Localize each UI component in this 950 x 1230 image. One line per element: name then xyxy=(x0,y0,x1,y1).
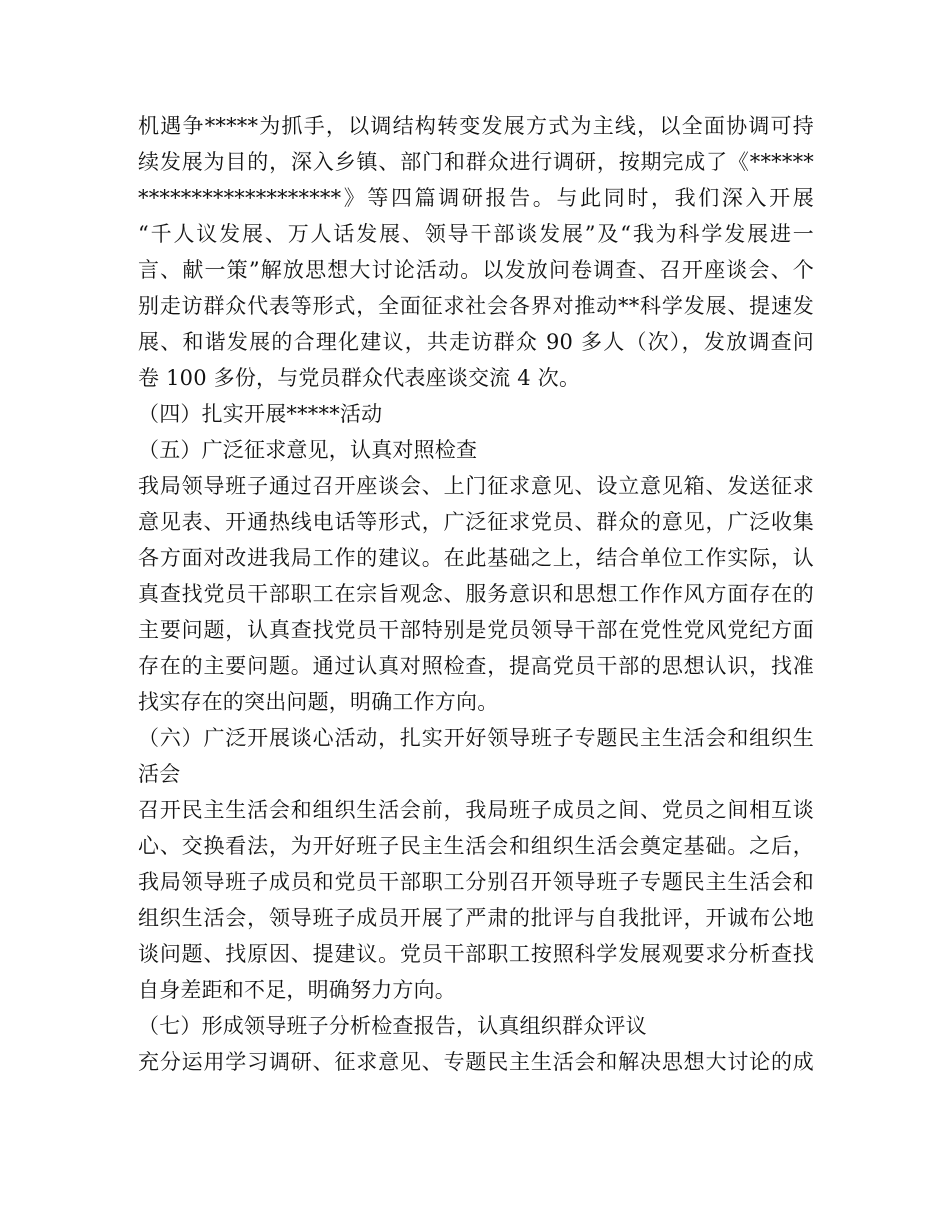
text-line: 我局领导班子成员和党员干部职工分别召开领导班子专题民主生活会和 xyxy=(138,870,814,894)
text-line: 言、献一策”解放思想大讨论活动。以发放问卷调查、召开座谈会、个 xyxy=(138,258,814,282)
text-line: 充分运用学习调研、征求意见、专题民主生活会和解决思想大讨论的成 xyxy=(138,1050,814,1074)
text-line: 意见表、开通热线电话等形式，广泛征求党员、群众的意见，广泛收集 xyxy=(138,510,814,534)
text-line: 谈问题、找原因、提建议。党员干部职工按照科学发展观要求分析查找 xyxy=(138,942,814,966)
text-line: 别走访群众代表等形式，全面征求社会各界对推动**科学发展、提速发 xyxy=(138,294,814,318)
text-line: 组织生活会，领导班子成员开展了严肃的批评与自我批评，开诚布公地 xyxy=(138,906,814,930)
text-line: 找实存在的突出问题，明确工作方向。 xyxy=(138,690,499,714)
text-line: 我局领导班子通过召开座谈会、上门征求意见、设立意见箱、发送征求 xyxy=(138,474,814,498)
text-line: 展、和谐发展的合理化建议，共走访群众 90 多人（次），发放调查问 xyxy=(138,330,814,354)
text-line: 各方面对改进我局工作的建议。在此基础之上，结合单位工作实际，认 xyxy=(138,546,814,570)
text-line: 存在的主要问题。通过认真对照检查，提高党员干部的思想认识，找准 xyxy=(138,654,814,678)
text-line: *******************》等四篇调研报告。与此同时，我们深入开展 xyxy=(138,186,814,210)
text-line: 机遇争*****为抓手，以调结构转变发展方式为主线，以全面协调可持 xyxy=(138,114,814,138)
text-line: （四）扎实开展*****活动 xyxy=(138,402,383,426)
text-line: 活会 xyxy=(138,762,181,786)
text-line: 真查找党员干部职工在宗旨观念、服务意识和思想工作作风方面存在的 xyxy=(138,582,814,606)
text-line: （五）广泛征求意见，认真对照检查 xyxy=(138,438,478,462)
text-line: 心、交换看法，为开好班子民主生活会和组织生活会奠定基础。之后， xyxy=(138,834,814,858)
text-line: 主要问题，认真查找党员干部特别是党员领导干部在党性党风党纪方面 xyxy=(138,618,814,642)
text-line: 卷 100 多份，与党员群众代表座谈交流 4 次。 xyxy=(138,366,581,390)
text-line: 自身差距和不足，明确努力方向。 xyxy=(138,978,456,1002)
text-line: （六）广泛开展谈心活动，扎实开好领导班子专题民主生活会和组织生 xyxy=(138,726,814,750)
text-line: 召开民主生活会和组织生活会前，我局班子成员之间、党员之间相互谈 xyxy=(138,798,814,822)
text-line: 续发展为目的，深入乡镇、部门和群众进行调研，按期完成了《****** xyxy=(138,150,814,174)
text-line: （七）形成领导班子分析检查报告，认真组织群众评议 xyxy=(138,1014,647,1038)
text-line: “千人议发展、万人话发展、领导干部谈发展”及“我为科学发展进一 xyxy=(138,222,814,246)
document-body xyxy=(138,108,814,1080)
